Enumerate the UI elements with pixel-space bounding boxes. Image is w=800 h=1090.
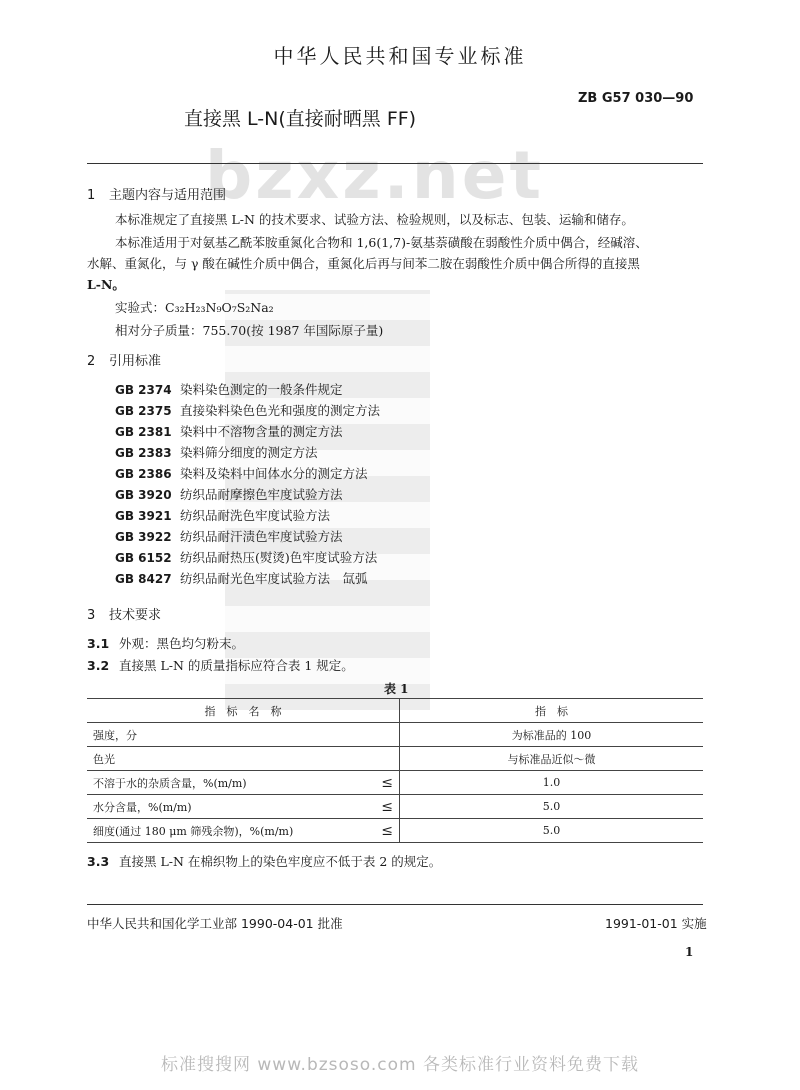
standard-number: ZB G57 030—90 <box>578 91 694 106</box>
reference-item <box>115 506 330 524</box>
clause-3-1: 3.1 外观：黑色均匀粉末。 <box>87 636 245 651</box>
reference-title: 纺织品耐光色牢度试验方法 氙弧 <box>180 571 368 586</box>
table-row <box>87 795 703 819</box>
reference-code: GB 3920 <box>115 488 172 502</box>
header-cell: 指 标 <box>400 699 704 723</box>
quality-table <box>87 698 703 843</box>
reference-code: GB 2383 <box>115 446 172 460</box>
reference-code: GB 3922 <box>115 530 172 544</box>
section-1-para-2-line-2: 水解、重氮化，与 γ 酸在碱性介质中偶合，重氮化后再与间苯二胺在弱酸性介质中偶合所得的直接黑 <box>87 256 640 271</box>
formula: 实验式：C₃₂H₂₃N₉O₇S₂Na₂ <box>115 300 274 315</box>
header-cell: 指 标 名 称 <box>87 699 400 723</box>
section-1-para-1: 本标准规定了直接黑 L-N 的技术要求、试验方法、检验规则，以及标志、包装、运输和储存。 <box>115 212 634 227</box>
clause-3-3: 3.3 直接黑 L-N 在棉织物上的染色牢度应不低于表 2 的规定。 <box>87 854 442 869</box>
le-sign: ≤ <box>381 798 393 815</box>
reference-title: 直接染料染色色光和强度的测定方法 <box>180 403 381 418</box>
molecular-mass: 相对分子质量：755.70(按 1987 年国际原子量) <box>115 323 384 338</box>
reference-item <box>115 422 343 440</box>
watermark: bzxz.net <box>205 137 545 214</box>
reference-code: GB 8427 <box>115 572 172 586</box>
reference-item <box>115 569 368 587</box>
section-1-para-2-line-3: L-N。 <box>87 277 125 292</box>
reference-item <box>115 464 368 482</box>
reference-title: 纺织品耐热压(熨烫)色牢度试验方法 <box>180 550 378 565</box>
indicator-name: 水分含量，%(m/m) ≤ <box>87 795 400 819</box>
indicator-name: 强度，分 <box>87 723 400 747</box>
table-row <box>87 723 703 747</box>
effective-date: 1991-01-01 实施 <box>605 916 707 931</box>
reference-code: GB 2386 <box>115 467 172 481</box>
table-row <box>87 771 703 795</box>
reference-item <box>115 485 343 503</box>
reference-code: GB 2381 <box>115 425 172 439</box>
reference-item <box>115 443 318 461</box>
section-3-heading: 3 技术要求 <box>87 608 162 623</box>
table-row <box>87 819 703 843</box>
reference-item <box>115 527 343 545</box>
page-number: 1 <box>685 945 694 959</box>
reference-title: 染料中不溶物含量的测定方法 <box>180 424 343 439</box>
clause-3-2: 3.2 直接黑 L-N 的质量指标应符合表 1 规定。 <box>87 658 354 673</box>
reference-item <box>115 380 343 398</box>
indicator-name: 细度(通过 180 μm 筛残余物)，%(m/m) ≤ <box>87 819 400 843</box>
reference-item <box>115 548 377 566</box>
indicator-value: 与标准品近似～微 <box>400 747 704 771</box>
top-rule <box>87 163 703 164</box>
doc-title: 直接黑 L-N(直接耐晒黑 FF) <box>184 108 417 130</box>
table-caption: 表 1 <box>384 682 409 696</box>
indicator-value: 1.0 <box>400 771 704 795</box>
section-2-heading: 2 引用标准 <box>87 354 162 369</box>
reference-title: 染料及染料中间体水分的测定方法 <box>180 466 368 481</box>
table-row <box>87 747 703 771</box>
reference-title: 纺织品耐摩擦色牢度试验方法 <box>180 487 343 502</box>
indicator-value: 为标准品的 100 <box>400 723 704 747</box>
org-title: 中华人民共和国专业标准 <box>273 44 527 68</box>
indicator-value: 5.0 <box>400 795 704 819</box>
reference-code: GB 2375 <box>115 404 172 418</box>
reference-title: 纺织品耐汗渍色牢度试验方法 <box>180 529 343 544</box>
reference-code: GB 3921 <box>115 509 172 523</box>
le-sign: ≤ <box>381 822 393 839</box>
table-header-row <box>87 699 703 723</box>
footer-rule <box>87 904 703 905</box>
reference-code: GB 2374 <box>115 383 172 397</box>
reference-title: 染料筛分细度的测定方法 <box>180 445 318 460</box>
section-1-para-2-line-1: 本标准适用于对氨基乙酰苯胺重氮化合物和 1,6(1,7)-氨基萘磺酸在弱酸性介质中偶合，经碱溶、 <box>115 235 648 250</box>
section-1-heading: 1 主题内容与适用范围 <box>87 188 227 203</box>
indicator-name: 不溶于水的杂质含量，%(m/m) ≤ <box>87 771 400 795</box>
indicator-name: 色光 <box>87 747 400 771</box>
reference-title: 纺织品耐洗色牢度试验方法 <box>180 508 331 523</box>
site-watermark: 标准搜搜网 www.bzsoso.com 各类标准行业资料免费下载 <box>160 1055 639 1075</box>
indicator-value: 5.0 <box>400 819 704 843</box>
reference-title: 染料染色测定的一般条件规定 <box>180 382 343 397</box>
reference-code: GB 6152 <box>115 551 172 565</box>
approval-text: 中华人民共和国化学工业部 1990-04-01 批准 <box>87 916 343 931</box>
le-sign: ≤ <box>381 774 393 791</box>
reference-item <box>115 401 380 419</box>
